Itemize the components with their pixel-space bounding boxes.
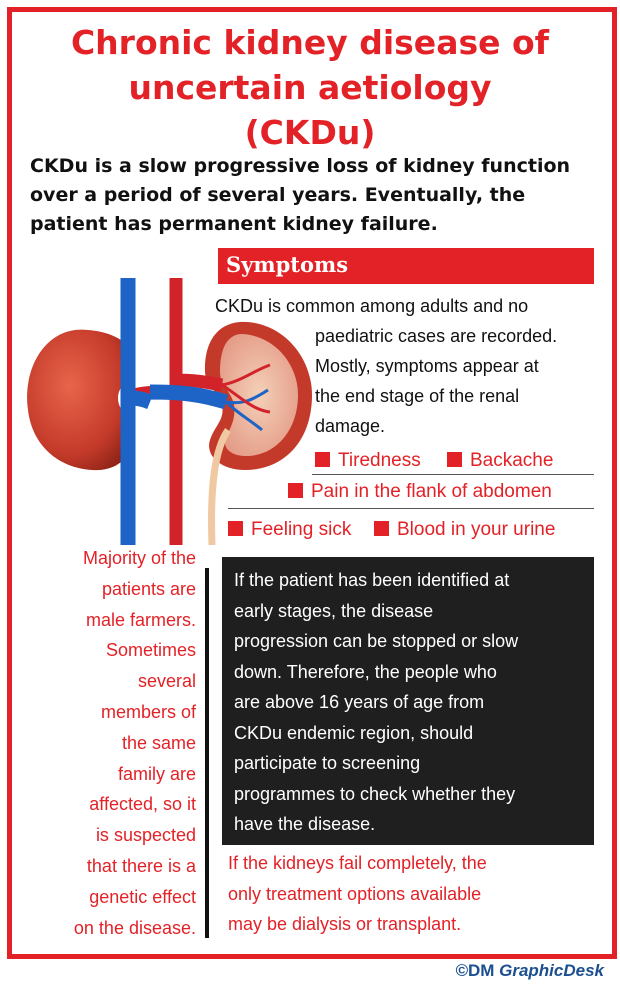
symptom-label: Tiredness [338,450,421,471]
farmers-note-line: members of [100,701,196,722]
farmers-note-line: several [137,671,196,692]
farmers-note-line: the same [121,732,196,753]
screening-line: progression can be stopped or slow [234,631,519,651]
symptoms-desc-line-5: damage. [315,416,386,436]
symptom-flank-pain [288,481,552,503]
treatment-note-line: only treatment options available [228,883,482,904]
title-line-3: (CKDu) [244,113,376,152]
screening-line: If the patient has been identified at [234,570,510,590]
screening-box [222,557,594,845]
farmers-note-line: genetic effect [89,886,196,907]
farmers-note-line: patients are [101,578,196,599]
bullet-square-icon [447,452,462,467]
symptoms-desc-line-2: paediatric cases are recorded. [315,326,558,346]
bullet-square-icon [288,483,303,498]
bullet-square-icon [228,521,243,536]
screening-line: programmes to check whether they [234,783,516,804]
title-line-2: uncertain aetiology [128,68,492,107]
symptom-tiredness [315,450,421,472]
screening-line: CKDu endemic region, should [234,722,474,743]
left-kidney-shape [27,330,134,471]
divider [228,508,594,509]
farmers-note-line: Majority of the [82,548,196,568]
symptoms-desc-line-4: the end stage of the renal [315,386,520,406]
farmers-note-line: family are [117,763,196,784]
symptoms-desc-line-1: CKDu is common among adults and no [215,296,529,316]
symptoms-heading: Symptoms [226,252,349,277]
treatment-note [228,848,487,940]
farmers-note-line: that there is a [86,855,196,876]
bullet-square-icon [374,521,389,536]
intro-line-1: CKDu is a slow progressive loss of kidney function [30,155,571,177]
bullet-square-icon [315,452,330,467]
screening-line: are above 16 years of age from [234,692,485,712]
symptom-blood-urine [374,519,555,541]
symptom-label: Pain in the flank of abdomen [311,481,552,502]
intro-line-2: over a period of several years. Eventually, the [30,184,526,206]
farmers-note-line: Sometimes [105,640,196,661]
screening-line: participate to screening [234,753,421,773]
screening-line: have the disease. [234,814,376,834]
symptom-label: Backache [470,450,554,471]
screening-line: early stages, the disease [234,600,434,621]
screening-text [234,565,518,840]
farmers-note-line: is suspected [95,825,196,846]
farmers-note-line: affected, so it [89,794,196,815]
treatment-note-line: may be dialysis or transplant. [228,914,462,934]
farmers-note-line: on the disease. [73,917,196,938]
symptom-feeling-sick [228,519,351,541]
symptom-backache [447,450,553,472]
intro-line-3: patient has permanent kidney failure. [30,213,438,235]
treatment-note-line: If the kidneys fail completely, the [228,853,487,873]
credit-brand: DM [467,961,495,980]
farmers-note [30,543,196,943]
screening-line: down. Therefore, the people who [234,661,497,682]
symptoms-desc-line-3: Mostly, symptoms appear at [315,356,539,376]
graphic-credit [455,961,604,981]
symptom-label: Feeling sick [251,519,352,540]
symptom-label: Blood in your urine [397,519,556,540]
copyright-icon: © [455,961,468,980]
column-divider [205,568,209,938]
title-line-1: Chronic kidney disease of [70,23,550,62]
credit-name: GraphicDesk [494,961,604,980]
symptoms-header-bar [218,248,594,284]
divider [312,474,594,475]
farmers-note-line: male farmers. [85,609,196,630]
